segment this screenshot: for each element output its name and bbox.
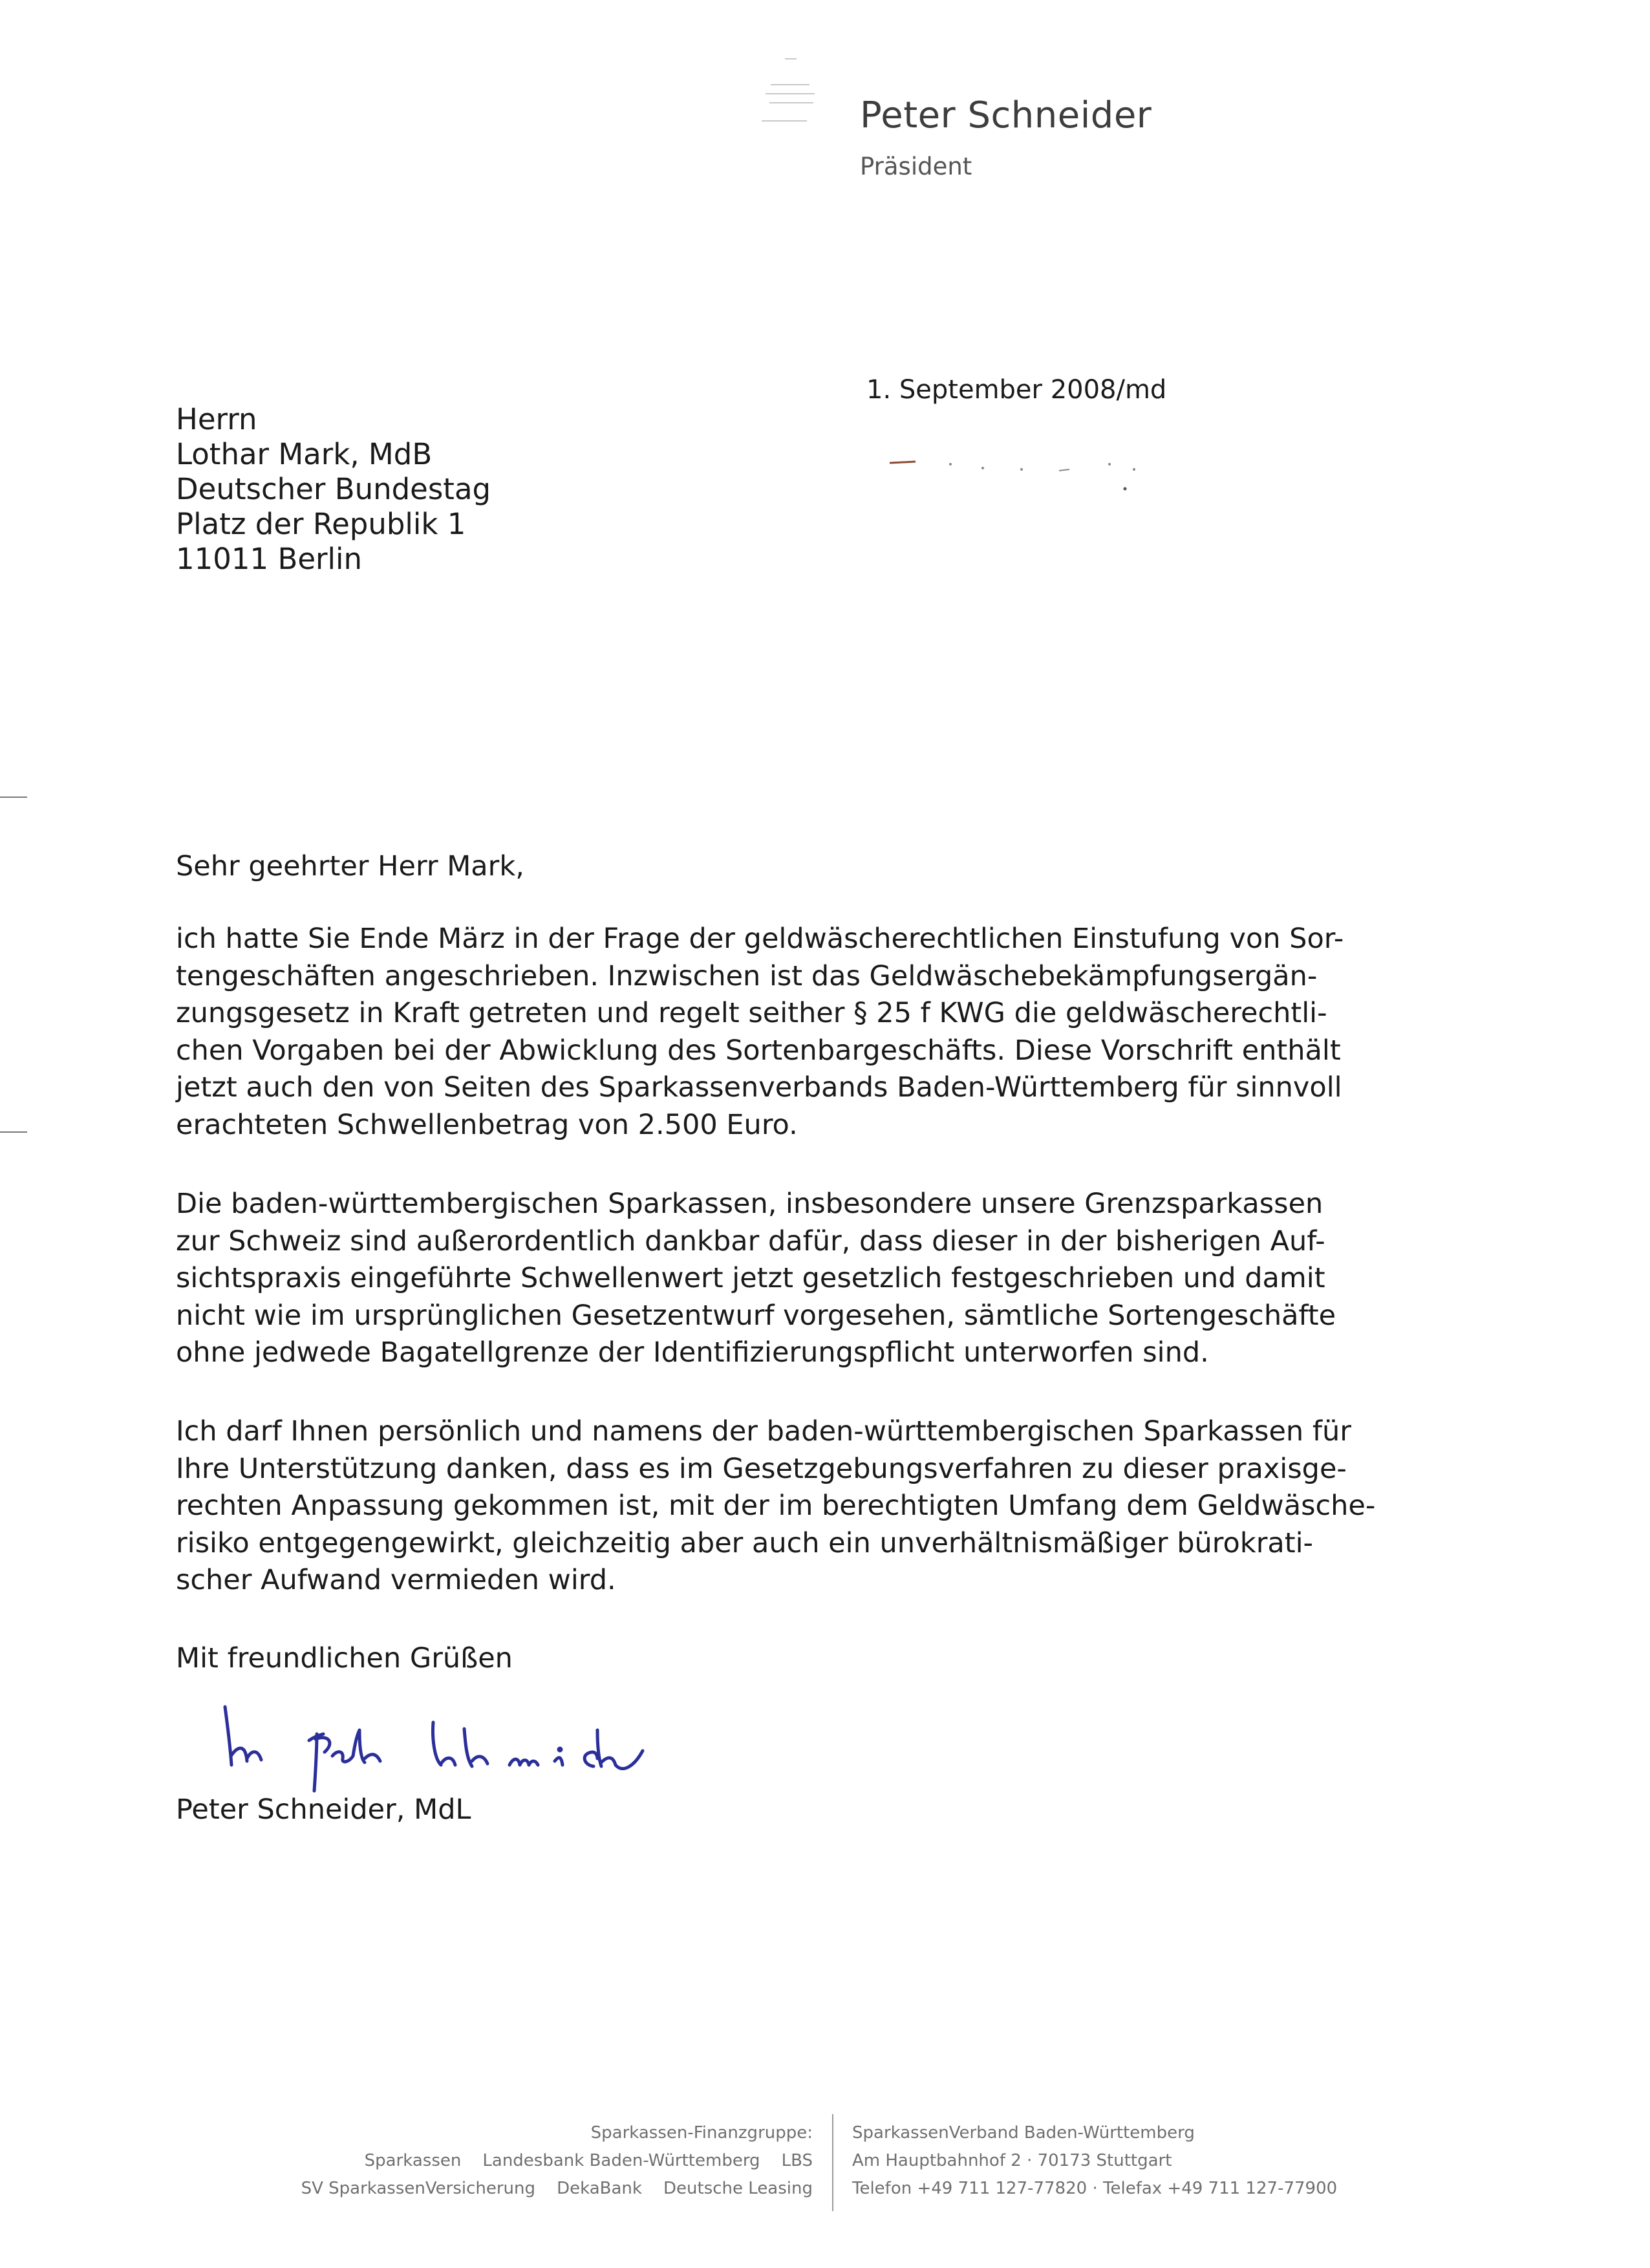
fold-mark xyxy=(0,1131,27,1133)
address-line: Lothar Mark, MdB xyxy=(176,437,433,471)
salutation xyxy=(176,848,1319,886)
text-line: nicht wie im ursprünglichen Gesetzentwurf vorgesehen, sämtliche Sortengeschäfte xyxy=(176,1299,1336,1332)
text-line: zungsgesetz in Kraft getreten und regelt seither § 25 f KWG die geldwäscherechtli- xyxy=(176,997,1327,1029)
paragraph-1 xyxy=(176,921,1344,1144)
text-line: erachteten Schwellenbetrag von 2.500 Euro. xyxy=(176,1108,798,1141)
paragraph-2 xyxy=(176,1186,1336,1372)
footer-contact: Telefon +49 711 127-77820 · Telefax +49 711 127-77900 xyxy=(852,2179,1338,2198)
text-line: ich hatte Sie Ende März in der Frage der geldwäscherechtlichen Einstufung von Sor- xyxy=(176,923,1344,955)
footer-divider xyxy=(832,2114,833,2211)
text-line: risiko entgegengewirkt, gleichzeitig aber auch ein unverhältnismäßiger bürokrati- xyxy=(176,1526,1314,1559)
text-line: scher Aufwand vermieden wird. xyxy=(176,1564,616,1596)
sender-name: Peter Schneider xyxy=(860,94,1152,136)
footer-association-name: SparkassenVerband Baden-Württemberg xyxy=(852,2123,1195,2143)
letter-date: 1. September 2008/md xyxy=(866,375,1167,405)
text-line: jetzt auch den von Seiten des Sparkassenverbands Baden-Württemberg für sinnvoll xyxy=(176,1071,1342,1104)
text-line: rechten Anpassung gekommen ist, mit der im berechtigten Umfang dem Geldwäsche- xyxy=(176,1490,1376,1522)
text-line: Ihre Unterstützung danken, dass es im Gesetzgebungsverfahren zu dieser praxisge- xyxy=(176,1452,1347,1485)
address-line: Deutscher Bundestag xyxy=(176,472,491,506)
footer-group-info xyxy=(301,2119,813,2203)
fold-mark xyxy=(0,797,27,798)
footer-member: Landesbank Baden-Württemberg xyxy=(482,2151,760,2170)
paragraph-3 xyxy=(176,1413,1376,1599)
text-line: ohne jedwede Bagatellgrenze der Identifizierungspflicht unterworfen sind. xyxy=(176,1336,1209,1369)
letterhead-logo-lines xyxy=(762,50,821,128)
text-line: sichtspraxis eingeführte Schwellenwert jetzt gesetzlich festgeschrieben und damit xyxy=(176,1262,1325,1294)
footer-row xyxy=(301,2147,813,2175)
footer-member: Sparkassen xyxy=(364,2151,462,2170)
closing: Mit freundlichen Grüßen xyxy=(176,1642,513,1674)
recipient-address xyxy=(176,402,491,577)
footer-row xyxy=(301,2175,813,2203)
footer-member: SV SparkassenVersicherung xyxy=(301,2179,536,2198)
text-line: zur Schweiz sind außerordentlich dankbar dafür, dass dieser in der bisherigen Auf- xyxy=(176,1225,1325,1257)
address-line: Platz der Republik 1 xyxy=(176,507,466,541)
footer-member: DekaBank xyxy=(557,2179,642,2198)
text-line: Ich darf Ihnen persönlich und namens der baden-württembergischen Sparkassen für xyxy=(176,1415,1351,1448)
signer-name: Peter Schneider, MdL xyxy=(176,1793,471,1826)
salutation-text: Sehr geehrter Herr Mark, xyxy=(176,850,524,883)
address-line: Herrn xyxy=(176,402,257,436)
footer-member: LBS xyxy=(781,2151,813,2170)
sender-title: Präsident xyxy=(860,153,972,180)
footer-member: Deutsche Leasing xyxy=(663,2179,813,2198)
text-line: Die baden-württembergischen Sparkassen, insbesondere unsere Grenzsparkassen xyxy=(176,1188,1323,1220)
text-line: tengeschäften angeschrieben. Inzwischen ist das Geldwäschebekämpfungsergän- xyxy=(176,959,1318,992)
address-line: 11011 Berlin xyxy=(176,542,363,576)
text-line: chen Vorgaben bei der Abwicklung des Sortenbargeschäfts. Diese Vorschrift enthält xyxy=(176,1034,1341,1067)
footer-heading: Sparkassen-Finanzgruppe: xyxy=(590,2123,813,2143)
stamp-marks xyxy=(886,446,1157,498)
footer-address: Am Hauptbahnhof 2 · 70173 Stuttgart xyxy=(852,2151,1172,2170)
footer-association-info xyxy=(852,2119,1337,2203)
handwritten-signature xyxy=(206,1694,658,1797)
